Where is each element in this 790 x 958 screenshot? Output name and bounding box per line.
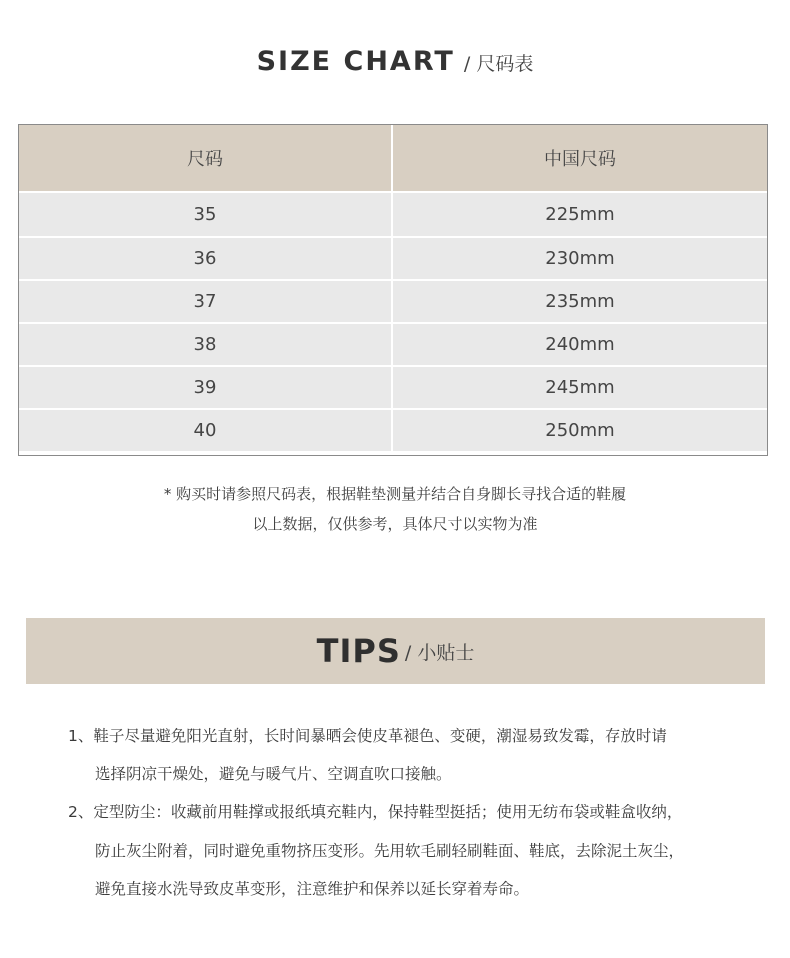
size-table bbox=[18, 124, 768, 456]
tip-line: 选择阴凉干燥处，避免与暖气片、空调直吹口接触。 bbox=[95, 765, 452, 783]
table-row bbox=[19, 322, 767, 365]
tips-title-en: TIPS bbox=[316, 632, 401, 670]
tips-title-bar bbox=[26, 618, 765, 684]
size-chart-title bbox=[0, 46, 790, 77]
tips-title-cn: / 小贴士 bbox=[404, 641, 475, 664]
table-header bbox=[19, 125, 767, 192]
tip-line: 1、鞋子尽量避免阳光直射，长时间暴晒会使皮革褪色、变硬，潮湿易致发霉，存放时请 bbox=[68, 727, 667, 745]
size-cell: 36 bbox=[193, 248, 217, 269]
tip-line: 避免直接水洗导致皮革变形，注意维护和保养以延长穿着寿命。 bbox=[95, 880, 530, 898]
table-row bbox=[19, 365, 767, 408]
table-row bbox=[19, 279, 767, 322]
size-cell: 39 bbox=[193, 377, 217, 398]
length-cell: 250mm bbox=[391, 410, 767, 451]
header-size: 尺码 bbox=[187, 149, 223, 170]
size-chart-title-en: SIZE CHART bbox=[256, 46, 455, 77]
size-chart-title-cn: / 尺码表 bbox=[463, 53, 534, 75]
size-cell: 35 bbox=[193, 204, 217, 225]
size-note-line-1: * 购买时请参照尺码表，根据鞋垫测量并结合自身脚长寻找合适的鞋履 bbox=[163, 485, 627, 503]
size-note-line-2: 以上数据，仅供参考，具体尺寸以实物为准 bbox=[252, 515, 538, 533]
length-cell: 245mm bbox=[391, 367, 767, 408]
tip-line: 防止灰尘附着，同时避免重物挤压变形。先用软毛刷轻刷鞋面、鞋底，去除泥土灰尘， bbox=[95, 842, 685, 860]
header-china-size: 中国尺码 bbox=[391, 125, 767, 191]
table-row bbox=[19, 236, 767, 279]
length-cell: 235mm bbox=[391, 281, 767, 322]
length-cell: 230mm bbox=[391, 238, 767, 279]
length-cell: 240mm bbox=[391, 324, 767, 365]
table-row bbox=[19, 408, 767, 451]
size-cell: 40 bbox=[193, 420, 217, 441]
table-row bbox=[19, 193, 767, 236]
size-cell: 38 bbox=[193, 334, 217, 355]
tip-line: 2、定型防尘：收藏前用鞋撑或报纸填充鞋内，保持鞋型挺括；使用无纺布袋或鞋盒收纳， bbox=[68, 803, 683, 821]
table-body bbox=[19, 192, 767, 451]
size-cell: 37 bbox=[193, 291, 217, 312]
length-cell: 225mm bbox=[391, 193, 767, 236]
